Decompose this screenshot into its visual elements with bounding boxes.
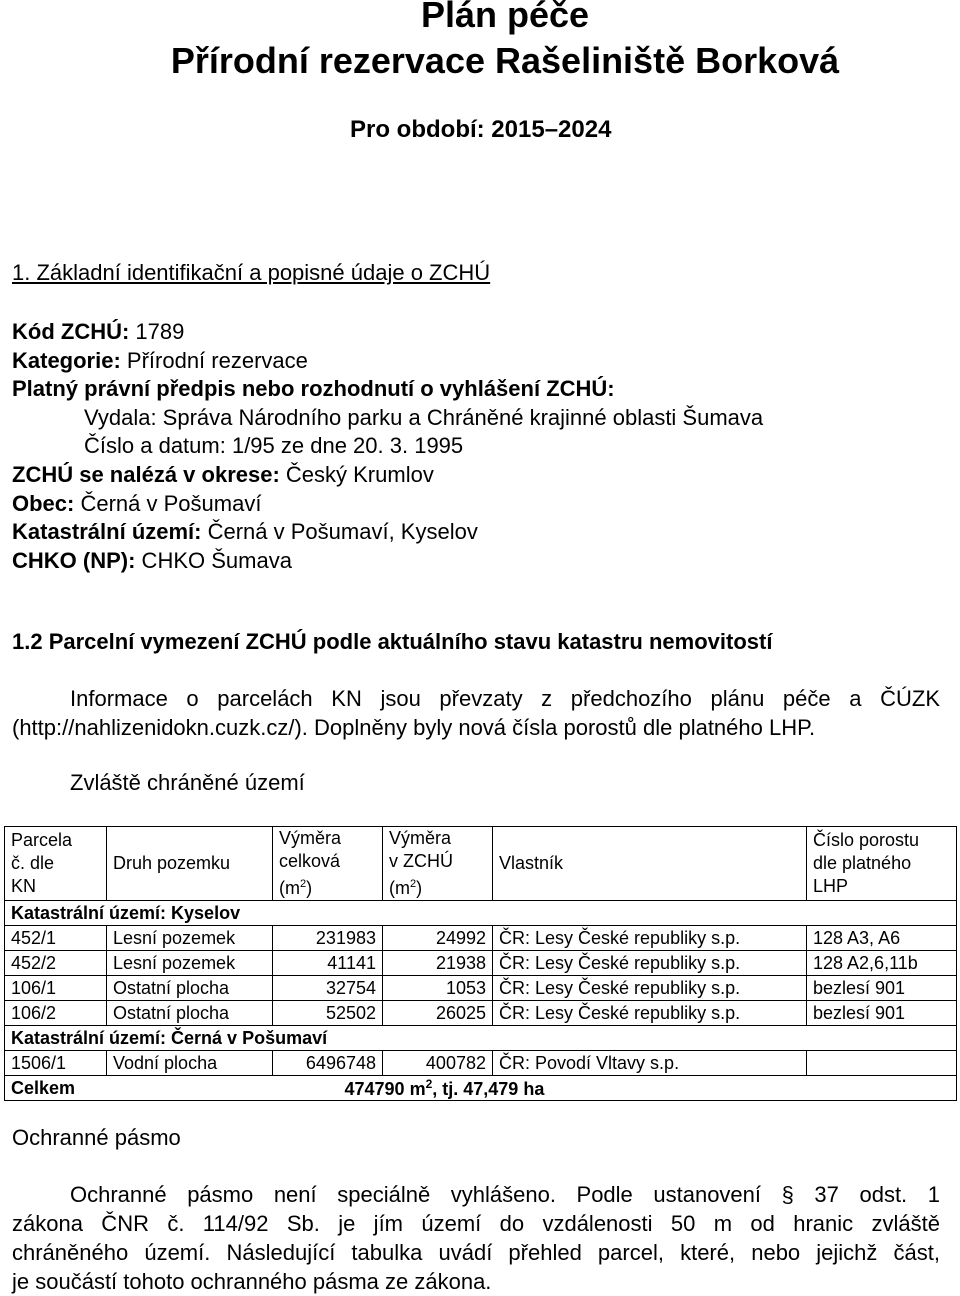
identification-fields [12, 318, 763, 575]
table-row: 1506/1 Vodní plocha 6496748 400782 ČR: Povodí Vltavy s.p. [5, 1051, 957, 1076]
period: Pro období: 2015–2024 [350, 116, 612, 143]
reserve-name: Přírodní rezervace Rašeliniště Borková [170, 40, 840, 81]
header-druh: Druh pozemku [107, 827, 273, 901]
field-predpis: Platný právní předpis nebo rozhodnutí o vyhlášení ZCHÚ: [12, 376, 615, 402]
total-value: 474790 $m^2$, tj. 47,479 ha [273, 1076, 957, 1101]
parcel-table [4, 826, 957, 1101]
section1-heading: 1. Základní identifikační a popisné údaje o ZCHÚ [12, 260, 491, 285]
field-kategorie: Kategorie: Přírodní rezervace [12, 347, 308, 373]
table-row: 452/1 Lesní pozemek 231983 24992 ČR: Lesy České republiky s.p. 128 A3, A6 [5, 926, 957, 951]
table-row: 452/2 Lesní pozemek 41141 21938 ČR: Lesy České republiky s.p. 128 A2,6,11b [5, 951, 957, 976]
section12-heading: 1.2 Parcelní vymezení ZCHÚ podle aktuálního stavu katastru nemovitostí [12, 629, 773, 654]
ochranne-label: Ochranné pásmo [12, 1125, 181, 1150]
header-vymera-celkova: Výměra celková $(m^2)$ [273, 827, 383, 901]
zchu-label: Zvláště chráněné území [70, 770, 305, 795]
table-row: 106/2 Ostatní plocha 52502 26025 ČR: Lesy České republiky s.p. bezlesí 901 [5, 1001, 957, 1026]
table-row: 106/1 Ostatní plocha 32754 1053 ČR: Lesy České republiky s.p. bezlesí 901 [5, 976, 957, 1001]
field-chko: CHKO (NP): CHKO Šumava [12, 547, 292, 573]
field-okres: ZCHÚ se nalézá v okrese: Český Krumlov [12, 461, 434, 487]
field-kod: Kód ZCHÚ: 1789 [12, 319, 185, 344]
info-paragraph: Informace o parcelách KN jsou převzaty z předchozího plánu péče a ČÚZK (http://nahlizenidokn.cuzk.cz/). Doplněny byly nová čísla porostů dle platného LHP. [12, 686, 940, 740]
document-title: Plán péče [420, 0, 590, 35]
field-obec: Obec: Černá v Pošumaví [12, 490, 262, 516]
group-row-kyselov: Katastrální území: Kyselov [5, 901, 957, 926]
header-porost: Číslo porostu dle platného LHP [807, 827, 957, 901]
table-header-row [5, 827, 957, 901]
field-cislo: Číslo a datum: 1/95 ze dne 20. 3. 1995 [84, 433, 464, 459]
header-parcela: Parcela č. dle KN [5, 827, 107, 901]
total-row: Celkem 474790 $m^2$, tj. 47,479 ha [5, 1076, 957, 1101]
group-row-cerna: Katastrální území: Černá v Pošumaví [5, 1026, 957, 1051]
header-vymera-zchu: Výměra v ZCHÚ $(m^2)$ [383, 827, 493, 901]
field-ku: Katastrální území: Černá v Pošumaví, Kyselov [12, 519, 478, 545]
field-vydala: Vydala: Správa Národního parku a Chráněné krajinné oblasti Šumava [84, 404, 764, 430]
header-vlastnik: Vlastník [493, 827, 807, 901]
ochranne-paragraph: Ochranné pásmo není speciálně vyhlášeno. Podle ustanovení § 37 odst. 1 zákona ČNR č. 114/92 Sb. je jím území do vzdálenosti 50 m od hranic zvláště chráněného území. Následující tabulka uvádí přehled parcel, které, nebo jejichž část, je součástí tohoto ochranného pásma ze zákona. [12, 1182, 940, 1294]
